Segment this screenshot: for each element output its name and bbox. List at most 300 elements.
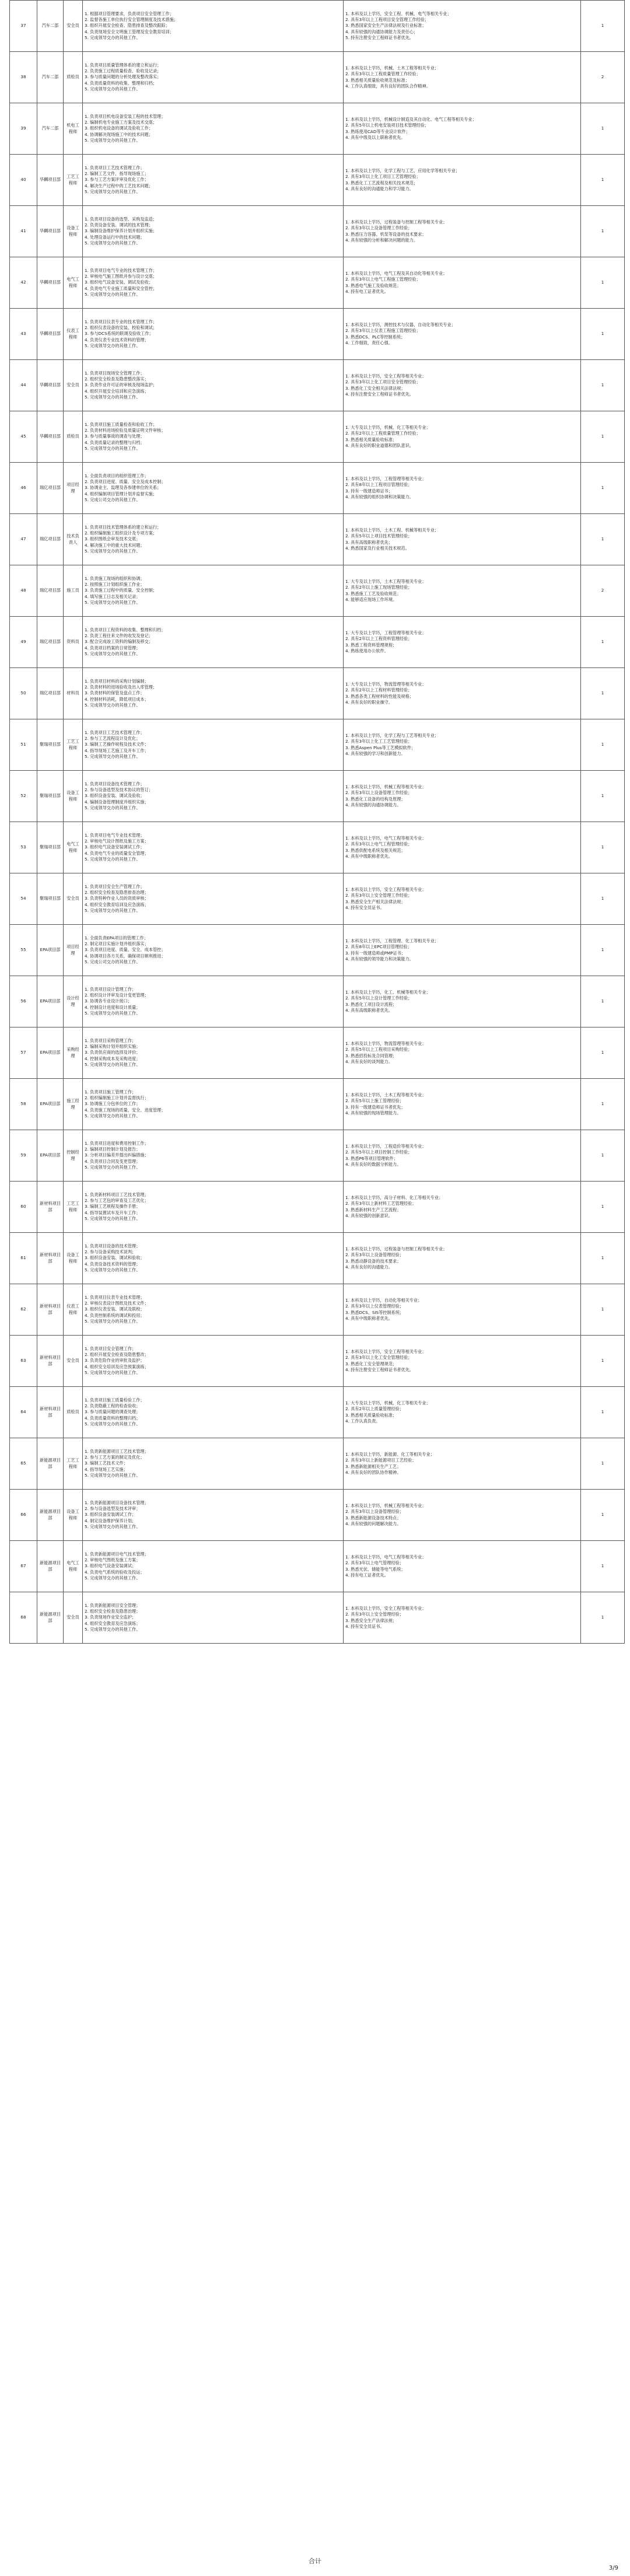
headcount-cell: 1 — [581, 103, 625, 155]
position-cell: 安全员 — [64, 1336, 83, 1387]
duty-line: 1. 负责项目电气专业的技术管理工作； — [85, 267, 158, 273]
requirement-line: 1. 本科及以上学历，化工、机械等相关专业； — [345, 990, 430, 995]
position-cell: 质检员 — [64, 411, 83, 463]
department-cell: 聚瑞项目部 — [37, 873, 64, 925]
department-cell: EPA项目部 — [37, 1079, 64, 1130]
duties-cell — [83, 1130, 344, 1182]
requirement-line: 4. 具有良好的职业操守。 — [345, 699, 393, 705]
position-cell: 采购经理 — [64, 1027, 83, 1079]
department-cell: 聚瑞项目部 — [37, 719, 64, 771]
duty-line: 3. 编制设备维护保养计划并组织实施； — [85, 228, 158, 234]
duty-line: 3. 参与质量问题的调查处理； — [85, 1409, 141, 1415]
duty-line: 2. 参与设备选型及技术协议的签订； — [85, 787, 153, 793]
department-cell: 聚瑞项目部 — [37, 822, 64, 873]
table-row — [10, 565, 625, 617]
row-number: 63 — [10, 1336, 37, 1387]
requirement-line: 3. 熟悉新材料生产工艺流程； — [345, 1207, 401, 1212]
requirements-cell — [344, 822, 581, 873]
duty-line: 4. 组织编制项目管理计划并监督实施； — [85, 491, 158, 497]
requirement-line: 2. 具有8年以上工程项目管理经验； — [345, 482, 412, 488]
row-number: 49 — [10, 617, 37, 668]
duty-line: 1. 负责项目设计管理工作； — [85, 986, 136, 992]
duty-line: 2. 负责工程往来文件的收发及登记； — [85, 633, 153, 639]
table-row — [10, 52, 625, 103]
requirement-line: 2. 具有3年以上化工工艺管理经验； — [345, 739, 412, 745]
duty-line: 2. 组织仪表设备的安装、校验和调试； — [85, 325, 158, 331]
row-number: 47 — [10, 514, 37, 565]
requirement-line: 4. 具有良好的沟通能力。 — [345, 1264, 393, 1270]
requirement-line: 1. 本科及以上学历，安全工程、机械、电气等相关专业； — [345, 11, 452, 16]
department-cell: 华麟项目部 — [37, 257, 64, 309]
duty-line: 5. 完成领导交办的其他工作。 — [85, 86, 141, 92]
headcount-cell: 2 — [581, 565, 625, 617]
duties-cell — [83, 1541, 344, 1592]
duty-line: 2. 按照施工计划组织施工作业； — [85, 582, 145, 588]
requirement-line: 1. 本科及以上学历，高分子材料、化工等相关专业； — [345, 1195, 443, 1201]
duty-line: 3. 编制工艺技术文件； — [85, 1460, 128, 1466]
duty-line: 4. 负责质量资料的收集、整理和归档； — [85, 80, 158, 86]
requirement-line: 2. 具有2年以上工程质量管理工作经验； — [345, 431, 421, 436]
duty-line: 5. 完成领导交办的其他工作。 — [85, 1267, 141, 1273]
duty-line: 4. 协调解决现场施工中的技术问题； — [85, 131, 153, 137]
duties-cell — [83, 617, 344, 668]
requirements-cell — [344, 617, 581, 668]
requirement-line: 2. 具有3年以上仪表工程施工管理经验； — [345, 328, 421, 334]
duty-line: 5. 完成领导交办的其他工作。 — [85, 188, 141, 194]
requirements-cell — [344, 976, 581, 1027]
requirement-line: 1. 本科及以上学历，电气工程等相关专业； — [345, 836, 426, 841]
requirements-cell — [344, 1182, 581, 1233]
duty-line: 2. 监督各施工单位执行安全管理制度及技术措施； — [85, 17, 178, 23]
duty-line: 5. 完成领导交办的其他工作。 — [85, 702, 141, 708]
duties-cell — [83, 565, 344, 617]
duty-line: 3. 组织电气设备安装、调试及验收； — [85, 279, 153, 285]
requirement-line: 4. 熟练使用办公软件。 — [345, 648, 388, 653]
duty-line: 2. 参与设备选型及技术评审； — [85, 1506, 141, 1512]
position-cell: 设备工程师 — [64, 1233, 83, 1284]
total-label: 合计 — [309, 2557, 321, 2565]
department-cell: 新材料项目部 — [37, 1284, 64, 1336]
duty-line: 1. 负责新材料项目工艺技术管理； — [85, 1191, 149, 1197]
duty-line: 2. 组织安全检查及隐患治理； — [85, 1609, 141, 1614]
headcount-cell: 1 — [581, 1387, 625, 1438]
duty-line: 2. 审核仪表设计图纸及技术文件； — [85, 1301, 149, 1306]
requirements-cell — [344, 309, 581, 360]
requirements-cell — [344, 360, 581, 411]
duty-line: 3. 负责项目进度、质量、安全、成本管控； — [85, 947, 166, 953]
requirement-line: 4. 能够适应现场工作环境。 — [345, 596, 397, 602]
requirement-line: 1. 本科及以上学历，化学工程与工艺等相关专业； — [345, 733, 439, 739]
position-cell: 工艺工程师 — [64, 719, 83, 771]
position-cell: 仪表工程师 — [64, 1284, 83, 1336]
requirement-line: 4. 具有中级职称者优先。 — [345, 853, 393, 859]
requirement-line: 2. 具有3年以上化工项目工艺管理经验； — [345, 174, 421, 180]
requirement-line: 2. 具有2年以上工程资料管理经验； — [345, 636, 412, 642]
duty-line: 1. 负责项目设备的技术管理； — [85, 1243, 141, 1249]
requirements-cell — [344, 1541, 581, 1592]
requirement-line: 4. 具有中级职称者优先。 — [345, 1315, 393, 1321]
requirement-line: 2. 具有2年以上质量管理经验； — [345, 1406, 404, 1412]
duty-line: 2. 负责材料进场检验及质量证明文件审核； — [85, 428, 166, 434]
headcount-cell: 1 — [581, 463, 625, 514]
duty-line: 3. 协调施工分包单位的工作； — [85, 1101, 141, 1107]
requirement-line: 4. 具有良好的沟通能力和学习能力。 — [345, 186, 414, 191]
requirement-line: 2. 具有8年以上EPC项目管理经验； — [345, 944, 412, 950]
requirement-line: 3. 熟悉光伏、储能等电气系统； — [345, 1566, 405, 1572]
row-number: 40 — [10, 155, 37, 206]
duties-cell — [83, 1490, 344, 1541]
department-cell: 瑞亿项目部 — [37, 463, 64, 514]
duties-cell — [83, 1, 344, 52]
requirement-line: 2. 具有5年以上项目技术管理经验； — [345, 533, 412, 539]
requirement-line: 4. 具有良好的职业道德和团队意识。 — [345, 442, 414, 448]
headcount-cell: 1 — [581, 206, 625, 257]
requirement-line: 3. 熟悉DCS、PLC等控制系统； — [345, 334, 405, 340]
requirement-line: 1. 本科及以上学历，工程管理等相关专业； — [345, 476, 426, 482]
requirement-line: 1. 本科及以上学历，安全工程等相关专业； — [345, 1606, 426, 1612]
requirement-line: 4. 持有注册安全工程师证书者优先。 — [345, 391, 414, 397]
requirement-line: 3. 熟悉各类工程材料的性能及规格； — [345, 693, 414, 699]
requirement-line: 1. 本科及以上学历，机械设计制造及其自动化、电气工程等相关专业； — [345, 117, 477, 123]
headcount-cell: 1 — [581, 1233, 625, 1284]
headcount-cell: 1 — [581, 1, 625, 52]
duty-line: 4. 负责电气专业的质量安全管理； — [85, 850, 149, 856]
duty-line: 3. 参与质量问题的分析处理及整改落实； — [85, 74, 162, 80]
requirement-line: 3. 熟悉Aspen Plus等工艺模拟软件； — [345, 745, 416, 750]
headcount-cell: 1 — [581, 411, 625, 463]
requirement-line: 1. 本科及以上学历，电气工程等相关专业； — [345, 1554, 426, 1560]
requirement-line: 4. 具有较强的创新意识。 — [345, 1212, 393, 1218]
duties-cell — [83, 1336, 344, 1387]
department-cell: 新材料项目部 — [37, 1182, 64, 1233]
duty-line: 2. 编制机电专业施工方案及技术交底； — [85, 120, 158, 125]
requirements-cell — [344, 668, 581, 719]
duty-line: 3. 负责材料的保管及盘点工作； — [85, 690, 145, 696]
row-number: 50 — [10, 668, 37, 719]
position-cell: 仪表工程师 — [64, 309, 83, 360]
duty-line: 5. 完成领导交办的其他工作。 — [85, 651, 141, 656]
requirements-cell — [344, 1233, 581, 1284]
duties-cell — [83, 668, 344, 719]
requirements-cell — [344, 1336, 581, 1387]
duty-line: 5. 完成领导交办的其他工作。 — [85, 1164, 141, 1170]
duty-line: 4. 负责现场安全文明施工管理及安全教育培训； — [85, 29, 174, 34]
department-cell: EPA项目部 — [37, 925, 64, 976]
duty-line: 4. 组织安全教育及应急演练； — [85, 1620, 141, 1626]
duty-line: 5. 完成领导交办的其他工作。 — [85, 1369, 141, 1375]
row-number: 57 — [10, 1027, 37, 1079]
requirement-line: 2. 具有3年以上新能源项目工艺经验； — [345, 1457, 416, 1463]
requirement-line: 3. 持有一级建造师或PMP证书； — [345, 950, 406, 956]
requirement-line: 1. 本科及以上学历，土木工程、机械等相关专业； — [345, 527, 439, 533]
row-number: 44 — [10, 360, 37, 411]
row-number: 60 — [10, 1182, 37, 1233]
row-number: 59 — [10, 1130, 37, 1182]
duty-line: 4. 控制采购成本及采购进度； — [85, 1055, 141, 1061]
headcount-cell: 1 — [581, 1130, 625, 1182]
duty-line: 2. 负责项目进度、质量、安全及成本控制； — [85, 479, 166, 485]
requirement-line: 3. 熟悉相关质量验收规范及标准； — [345, 77, 410, 83]
duty-line: 5. 完成公司交办的其他工作。 — [85, 497, 141, 502]
requirement-line: 2. 具有3年以上设备管理经验； — [345, 1509, 404, 1515]
headcount-cell: 1 — [581, 976, 625, 1027]
duties-cell — [83, 1079, 344, 1130]
duty-line: 5. 完成领导交办的其他工作。 — [85, 1523, 141, 1529]
row-number: 62 — [10, 1284, 37, 1336]
duty-line: 4. 负责项目档案的日常管理； — [85, 645, 141, 651]
duty-line: 3. 分析项目偏差并提出纠偏措施； — [85, 1152, 149, 1158]
requirement-line: 3. 熟悉化工项目设计流程； — [345, 1001, 397, 1007]
requirement-line: 4. 具有高级职称者优先。 — [345, 1007, 393, 1013]
duty-line: 2. 参与工艺方案的制定及优化； — [85, 1455, 145, 1460]
requirement-line: 3. 熟悉压力容器、机泵等设备的技术要求； — [345, 231, 426, 237]
headcount-cell: 1 — [581, 1438, 625, 1490]
duty-line: 4. 处理设备运行中的技术问题； — [85, 234, 145, 240]
row-number: 52 — [10, 771, 37, 822]
duty-line: 2. 组织设计评审及设计变更管理； — [85, 992, 149, 998]
duty-line: 3. 协调业主、监理及各参建单位的关系； — [85, 485, 162, 491]
duties-cell — [83, 360, 344, 411]
duty-line: 4. 控制材料消耗，降低项目成本； — [85, 696, 149, 702]
row-number: 67 — [10, 1541, 37, 1592]
duty-line: 1. 负责项目工艺技术管理工作； — [85, 729, 145, 735]
duty-line: 4. 负责控制系统的调试和投用； — [85, 1312, 145, 1318]
table-row — [10, 1387, 625, 1438]
row-number: 66 — [10, 1490, 37, 1541]
row-number: 68 — [10, 1592, 37, 1644]
requirement-line: 2. 具有5年以上机电安装项目技术管理经验； — [345, 123, 429, 128]
headcount-cell: 1 — [581, 925, 625, 976]
requirement-line: 3. 熟悉供配电系统及相关规范； — [345, 847, 405, 853]
duty-line: 1. 负责项目进度和费用控制工作； — [85, 1140, 149, 1146]
position-cell: 控制经理 — [64, 1130, 83, 1182]
requirement-line: 3. 熟悉安全生产法律法规； — [345, 1617, 397, 1623]
duty-line: 3. 组织开展安全检查、隐患排查及整改跟踪； — [85, 23, 170, 29]
headcount-cell: 1 — [581, 617, 625, 668]
duty-line: 1. 负责项目施工质量检查和验收工作； — [85, 421, 158, 427]
position-cell: 工艺工程师 — [64, 1182, 83, 1233]
headcount-cell: 1 — [581, 1027, 625, 1079]
duty-line: 2. 组织编制施工组织设计及专项方案； — [85, 530, 158, 536]
requirement-line: 2. 具有3年以上电气管理经验； — [345, 1560, 404, 1566]
duty-line: 4. 组织安全培训及应急预案演练； — [85, 1364, 149, 1369]
department-cell: 汽车二部 — [37, 103, 64, 155]
duty-line: 5. 完成领导交办的其他工作。 — [85, 342, 141, 348]
duty-line: 5. 完成领导交办的其他工作。 — [85, 1113, 141, 1119]
row-number: 43 — [10, 309, 37, 360]
duties-cell — [83, 309, 344, 360]
duty-line: 4. 负责项目合同及变更管理； — [85, 1158, 141, 1164]
headcount-cell: 1 — [581, 873, 625, 925]
duty-line: 2. 参与设备采购技术谈判； — [85, 1249, 136, 1255]
table-body — [10, 1, 625, 1644]
requirement-line: 2. 具有5年以上施工管理经验； — [345, 1098, 404, 1104]
duty-line: 4. 协调项目各方关系，确保项目顺利推进； — [85, 953, 166, 959]
requirement-line: 2. 具有3年以上设备管理工作经验； — [345, 790, 412, 796]
duty-line: 3. 组织设备安装调试工作； — [85, 1512, 136, 1518]
requirements-cell — [344, 1027, 581, 1079]
department-cell: EPA项目部 — [37, 1027, 64, 1079]
requirement-line: 2. 具有2年以上施工现场管理经验； — [345, 585, 412, 590]
requirement-line: 4. 具有较强的组织协调和决策能力。 — [345, 494, 414, 499]
requirement-line: 4. 持有电工证者优先。 — [345, 1572, 388, 1578]
requirement-line: 1. 大专及以上学历，工程管理等相关专业； — [345, 630, 426, 636]
requirement-line: 4. 具有较强的学习和创新能力。 — [345, 750, 405, 756]
table-row — [10, 1027, 625, 1079]
headcount-cell: 1 — [581, 719, 625, 771]
department-cell: 瑞亿项目部 — [37, 617, 64, 668]
duty-line: 3. 负责施工过程中的质量、安全控制； — [85, 588, 158, 593]
duty-line: 1. 负责项目现场安全管理工作； — [85, 370, 145, 376]
duty-line: 4. 负责施工现场的质量、安全、进度管理； — [85, 1107, 166, 1113]
duties-cell — [83, 1182, 344, 1233]
duties-cell — [83, 155, 344, 206]
requirement-line: 1. 本科及以上学历，机械、土木工程等相关专业； — [345, 65, 439, 71]
row-number: 53 — [10, 822, 37, 873]
duty-line: 1. 负责项目施工管理工作； — [85, 1089, 136, 1095]
requirement-line: 1. 大专及以上学历，物流管理等相关专业； — [345, 681, 426, 687]
requirement-line: 1. 本科及以上学历，机械工程等相关专业； — [345, 784, 426, 790]
duty-line: 4. 组织安全教育培训及应急演练； — [85, 901, 149, 907]
requirement-line: 4. 工作认真细致，具有良好的团队合作精神。 — [345, 83, 430, 89]
department-cell: EPA项目部 — [37, 976, 64, 1027]
duty-line: 5. 完成领导交办的其他工作。 — [85, 1472, 141, 1478]
table-row — [10, 1490, 625, 1541]
department-cell: 新能源项目部 — [37, 1438, 64, 1490]
row-number: 45 — [10, 411, 37, 463]
row-number: 46 — [10, 463, 37, 514]
requirements-cell — [344, 1438, 581, 1490]
position-cell: 施工员 — [64, 565, 83, 617]
duty-line: 3. 负责供应商的选择及评价； — [85, 1050, 141, 1055]
headcount-cell: 1 — [581, 360, 625, 411]
requirement-line: 3. 熟悉化工工艺流程及相关技术规范； — [345, 180, 418, 186]
department-cell: EPA项目部 — [37, 1130, 64, 1182]
position-cell: 安全员 — [64, 360, 83, 411]
requirement-line: 1. 本科及以上学历，安全工程等相关专业； — [345, 373, 426, 379]
headcount-cell: 1 — [581, 668, 625, 719]
requirement-line: 3. 熟悉相关质量验收标准； — [345, 1412, 397, 1418]
requirement-line: 5. 持有注册安全工程师证书者优先。 — [345, 34, 414, 40]
requirement-line: 3. 熟悉动静设备的技术要求； — [345, 1258, 401, 1264]
requirement-line: 1. 本科及以上学历，化学工程与工艺、应用化学等相关专业； — [345, 168, 460, 174]
position-cell: 机电工程师 — [64, 103, 83, 155]
duty-line: 4. 填写施工日志及相关记录； — [85, 593, 141, 599]
row-number: 48 — [10, 565, 37, 617]
duty-line: 1. 负责施工现场的组织和协调； — [85, 575, 145, 581]
duty-line: 4. 控制设计进度和设计质量； — [85, 1004, 141, 1010]
requirements-cell — [344, 155, 581, 206]
duty-line: 1. 负责项目质量管理体系的建立和运行； — [85, 62, 162, 68]
duty-line: 3. 组织设备安装、调试及验收； — [85, 793, 145, 799]
duty-line: 5. 完成领导交办的其他工作。 — [85, 1575, 141, 1581]
duty-line: 1. 负责项目机电设备安装工程的技术管理； — [85, 113, 166, 119]
headcount-cell: 1 — [581, 822, 625, 873]
requirement-line: 1. 本科及以上学历，机械工程等相关专业； — [345, 1503, 426, 1509]
duty-line: 4. 负责质量记录的整理与归档； — [85, 439, 145, 445]
requirement-line: 4. 工作细致，责任心强。 — [345, 340, 393, 345]
position-cell: 项目经理 — [64, 925, 83, 976]
requirement-line: 3. 熟练使用CAD等专业设计软件； — [345, 128, 410, 134]
requirement-line: 2. 具有5年以上工程项目采购经验； — [345, 1047, 412, 1053]
table-row — [10, 1079, 625, 1130]
table-row — [10, 411, 625, 463]
duty-line: 4. 负责电气专业施工质量和安全管控； — [85, 285, 158, 291]
duty-line: 4. 指导装置试车及开车工作； — [85, 1210, 141, 1215]
requirements-cell — [344, 719, 581, 771]
duty-line: 3. 参与质量事故的调查与处理； — [85, 434, 145, 439]
row-number: 54 — [10, 873, 37, 925]
duty-line: 5. 完成领导交办的其他工作。 — [85, 1061, 141, 1067]
duty-line: 1. 负责项目工程资料的收集、整理和归档； — [85, 627, 166, 632]
row-number: 37 — [10, 1, 37, 52]
position-cell: 质检员 — [64, 52, 83, 103]
duties-cell — [83, 719, 344, 771]
duty-line: 3. 负责作业许可证的审核及现场监护； — [85, 382, 158, 388]
duty-line: 3. 组织仪表安装、调试及联校； — [85, 1306, 145, 1312]
table-row — [10, 360, 625, 411]
table-row — [10, 1336, 625, 1387]
requirement-line: 3. 熟悉国家安全生产法律法规及行业标准； — [345, 23, 426, 29]
requirement-line: 1. 本科及以上学历，过程装备与控制工程等相关专业； — [345, 219, 447, 225]
department-cell: 华麟项目部 — [37, 206, 64, 257]
requirements-cell — [344, 565, 581, 617]
position-cell: 设备工程师 — [64, 771, 83, 822]
requirement-line: 1. 本科及以上学历，工程造价等相关专业； — [345, 1144, 426, 1149]
requirement-line: 4. 具有较强的领导能力和决策能力。 — [345, 956, 414, 962]
department-cell: 华麟项目部 — [37, 411, 64, 463]
row-number: 41 — [10, 206, 37, 257]
position-cell: 安全员 — [64, 1, 83, 52]
duty-line: 2. 编制采购计划并组织实施； — [85, 1044, 141, 1050]
recruitment-table — [9, 0, 625, 1644]
headcount-cell: 2 — [581, 52, 625, 103]
position-cell: 安全员 — [64, 873, 83, 925]
requirements-cell — [344, 771, 581, 822]
table-row — [10, 514, 625, 565]
row-number: 51 — [10, 719, 37, 771]
requirement-line: 2. 具有3年以上化工安全管理经验； — [345, 1355, 412, 1361]
requirement-line: 3. 熟悉DCS、SIS等控制系统； — [345, 1309, 404, 1315]
row-number: 64 — [10, 1387, 37, 1438]
table-row — [10, 1438, 625, 1490]
duty-line: 5. 完成领导交办的其他工作。 — [85, 599, 141, 605]
requirements-cell — [344, 925, 581, 976]
requirement-line: 2. 具有3年以上化工项目安全管理经验； — [345, 379, 421, 385]
duty-line: 2. 组织安全检查及隐患排查治理； — [85, 890, 149, 896]
requirement-line: 4. 持有安全员证书。 — [345, 1623, 384, 1629]
row-number: 56 — [10, 976, 37, 1027]
requirements-cell — [344, 1, 581, 52]
duties-cell — [83, 514, 344, 565]
duties-cell — [83, 1387, 344, 1438]
requirement-line: 3. 具有高级职称者优先； — [345, 539, 393, 545]
table-row — [10, 719, 625, 771]
table-row — [10, 976, 625, 1027]
duties-cell — [83, 206, 344, 257]
requirement-line: 3. 持有一级建造师证书； — [345, 488, 393, 494]
position-cell: 工艺工程师 — [64, 1438, 83, 1490]
requirement-line: 4. 具有较强的问题解决能力。 — [345, 1521, 401, 1526]
position-cell: 电气工程师 — [64, 1541, 83, 1592]
duty-line: 4. 负责质量资料的整理归档； — [85, 1415, 141, 1421]
table-row — [10, 1233, 625, 1284]
duty-line: 3. 组织图纸会审及技术交底； — [85, 536, 141, 542]
row-number: 61 — [10, 1233, 37, 1284]
duties-cell — [83, 976, 344, 1027]
requirement-line: 4. 持有注册安全工程师证书者优先。 — [345, 1366, 414, 1372]
duty-line: 5. 完成领导交办的其他工作。 — [85, 291, 141, 297]
